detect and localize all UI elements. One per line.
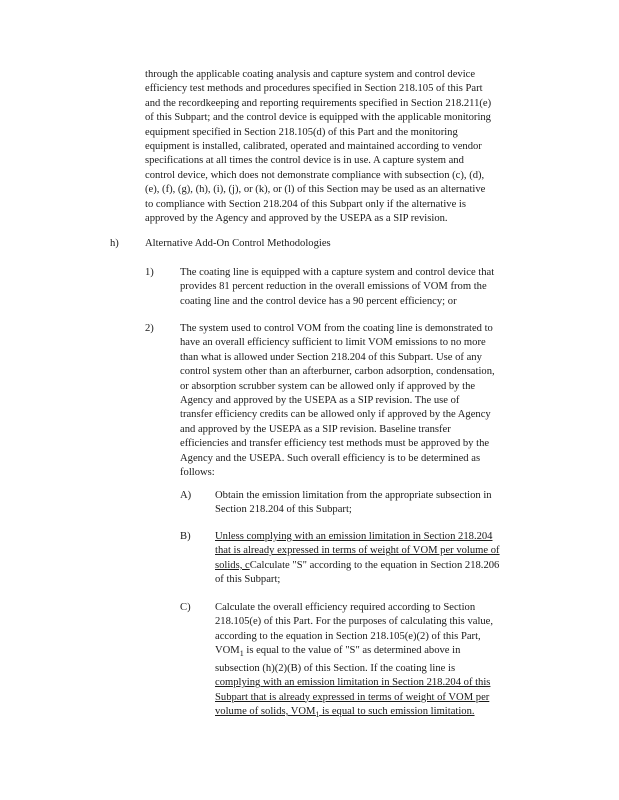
item-B-inserted-line: that is already expressed in terms of weight of VOM per volume of	[215, 545, 500, 557]
intro-line: equipment specified in Section 218.105(d) of this Part and the monitoring	[145, 126, 458, 138]
item-2-line: Agency and the USEPA. Such overall efficiency is to be determined as	[180, 452, 481, 464]
item-1-line: coating line and the control device has a 90 percent efficiency; or	[180, 295, 457, 307]
intro-line: and the recordkeeping and reporting requirements specified in Section 218.211(e)	[145, 97, 492, 109]
item-2-line: than what is allowed under Section 218.204 of this Subpart. Use of any	[180, 351, 482, 363]
item-C-line: according to the equation in Section 218.105(e)(2) of this Part,	[215, 630, 481, 642]
item-C-line: Calculate the overall efficiency required according to Section	[215, 602, 476, 613]
item-2-line: or absorption scrubber system can be allowed only if approved by the	[180, 380, 476, 392]
item-C-line	[215, 644, 493, 662]
item-2-line: transfer efficiency credits can be allowed only if approved by the Agency	[180, 409, 491, 421]
item-A-line: Obtain the emission limitation from the appropriate subsection in	[215, 490, 492, 501]
intro-line: through the applicable coating analysis and capture system and control device	[145, 69, 476, 80]
vom-subscript: 1	[239, 649, 244, 659]
item-2-line: efficiencies and transfer efficiency test methods must be approved by the	[180, 438, 490, 450]
intro-line: of this Subpart; and the control device is equipped with the applicable monitoring	[145, 112, 491, 124]
item-B-inserted-line: Unless complying with an emission limitation in Section 218.204	[215, 531, 493, 542]
vom-subscript: 1	[315, 710, 320, 720]
item-C-text-rest: is equal to the value of "S" as determined above in	[243, 645, 461, 657]
item-C-line: subsection (h)(2)(B) of this Section. If the coating line is	[215, 662, 456, 674]
item-2-line: The system used to control VOM from the coating line is demonstrated to	[180, 323, 493, 334]
item-2-line: control system other than an afterburner, carbon adsorption, condensation,	[180, 366, 495, 378]
item-C-inserted-line	[215, 705, 493, 723]
item-1-line: The coating line is equipped with a capture system and control device that	[180, 267, 495, 278]
item-A-line: Section 218.204 of this Subpart;	[215, 504, 352, 516]
item-A-label: A)	[180, 490, 192, 501]
intro-line: equipment is installed, calibrated, operated and maintained according to vendor	[145, 141, 482, 153]
item-B-inserted-text: solids, c	[215, 559, 250, 571]
item-2-line: Agency and approved by the USEPA as a SIP revision. The use of	[180, 395, 460, 407]
item-A-text	[215, 489, 492, 518]
item-C-inserted-line: complying with an emission limitation in Section 218.204 of this	[215, 677, 491, 689]
item-2-line: and approved by the USEPA as a SIP revision. Baseline transfer	[180, 423, 451, 435]
item-2-label: 2)	[145, 323, 154, 334]
item-B-line	[215, 559, 500, 573]
intro-line: approved by the Agency and approved by the USEPA as a SIP revision.	[145, 213, 448, 225]
item-B-text	[215, 530, 500, 588]
item-C-text	[215, 601, 493, 722]
item-2-line: have an overall efficiency sufficient to limit VOM emissions to no more	[180, 337, 486, 349]
item-C-text-b: is equal to such emission limitation.	[319, 705, 475, 717]
item-B-label: B)	[180, 531, 191, 542]
intro-paragraph	[145, 68, 491, 226]
item-B-line: of this Subpart;	[215, 574, 281, 586]
item-1-line: provides 81 percent reduction in the overall emissions of VOM from the	[180, 281, 487, 293]
item-2-line: follows:	[180, 467, 215, 479]
intro-line: control device, which does not demonstrate compliance with subsection (c), (d),	[145, 169, 485, 181]
item-C-text-a: volume of solids, VOM	[215, 705, 316, 717]
intro-line: efficiency test methods and procedures specified in Section 218.105 of this Part	[145, 83, 483, 95]
intro-line: (e), (f), (g), (h), (i), (j), or (k), or (l) of this Section may be used as an alternative	[145, 184, 486, 196]
item-2-text	[180, 322, 495, 480]
item-1-text	[180, 266, 494, 309]
section-h-label: h)	[110, 238, 119, 249]
item-1-label: 1)	[145, 267, 154, 278]
section-h-heading: Alternative Add-On Control Methodologies	[145, 238, 331, 249]
item-B-text-rest: Calculate "S" according to the equation in Section 218.206	[249, 559, 500, 571]
intro-line: specifications at all times the control device is in use. A capture system and	[145, 155, 464, 167]
intro-line: to compliance with Section 218.204 of this Subpart only if the alternative is	[145, 198, 466, 210]
item-C-line: 218.105(e) of this Part. For the purposes of calculating this value,	[215, 616, 494, 628]
item-C-label: C)	[180, 602, 191, 613]
vom-term: VOM	[215, 645, 240, 657]
item-C-inserted-line: Subpart that is already expressed in terms of weight of VOM per	[215, 691, 490, 703]
